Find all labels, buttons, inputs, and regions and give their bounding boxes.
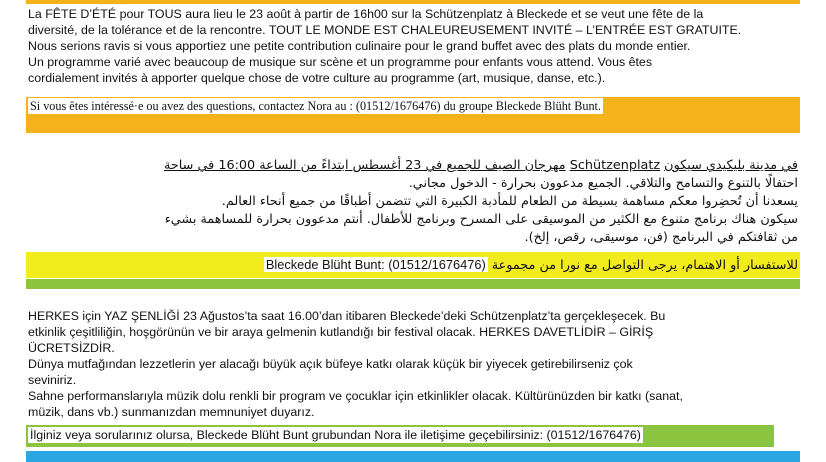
turkish-line: etkinlik çeşitliliğin, hoşgörünün ve bir araya gelmenin kutlandığı bir festival olacak. HERKES DAVETLİDİR – GİRİŞ [28,325,654,339]
arabic-line: احتفالًا بالتنوع والتسامح والتلاقي. الجميع مدعوون بحرارة - الدخول مجاني. [408,176,798,191]
arabic-contact-text [264,257,798,274]
french-line: cordialement invités à apporter quelque chose de votre culture au programme (art, musique, danse, etc.). [28,71,606,85]
arabic-line: من ثقافتكم في البرنامج (فن، موسيقى، رقص، إلخ). [524,230,798,245]
arabic-line-1 [28,157,798,175]
turkish-line: müzik, dans vb.) sunmanızdan memnuniyet duyarız. [28,405,315,419]
arabic-line: سيكون هناك برنامج متنوع مع الكثير من الموسيقى على المسرح وبرنامج للأطفال. أنتم مدعوون بحرارة للمساهمة بشيء [164,212,798,227]
arabic-line-1-place: Schützenplatz [569,158,661,173]
turkish-paragraph [28,308,800,420]
arabic-contact-group: Bleckede Blüht Bunt: (01512/1676476) [265,257,486,272]
french-line: Un programme varié avec beaucoup de musique sur scène et un programme pour enfants vous attend. Vous êtes [28,55,653,69]
green-mid-stripe [26,279,800,289]
french-contact-box [26,97,800,133]
arabic-contact-box [26,252,800,278]
turkish-line: HERKES için YAZ ŞENLİĞİ 23 Ağustos’ta saat 16.00’dan itibaren Bleckede’deki Schützenplatz’ta gerçekleşecek. Bu [28,309,666,323]
french-contact-text: Si vous êtes intéressé·e ou avez des questions, contactez Nora au : (01512/1676476) du groupe Bleckede Blüht Bunt. [30,99,601,113]
french-line: diversité, de la tolérance et de la rencontre. TOUT LE MONDE EST CHALEUREUSEMENT INVITÉ – L’ENTRÉE EST GRATUITE. [28,23,742,37]
turkish-contact-text: İlginiz veya sorularınız olursa, Bleckede Blüht Bunt grubundan Nora ile iletişime geçebilirsiniz: (01512/1676476) [30,428,641,442]
turkish-line: Sahne performanslarıyla müzik dolu renkli bir program ve çocuklar için etkinlikler olacak. Kültürünüzden bir katkı (sanat, [28,389,683,403]
turkish-line: seviniriz. [28,373,77,387]
arabic-line: يسعدنا أن تُحضِروا معكم مساهمة بسيطة من الطعام للمأدبة الكبيرة التي تتضمن أطباقًا من جميع أنحاء العالم. [221,194,798,209]
blue-bottom-stripe [26,451,800,462]
french-paragraph [28,6,800,86]
orange-top-stripe [26,0,800,4]
turkish-contact-box [26,425,774,447]
arabic-line-1-part-c: مهرجان الصيف للجميع في 23 أغسطس ابتداءً من الساعة 16:00 في ساحة [164,158,566,173]
turkish-line: Dünya mutfağından lezzetlerin yer alacağı büyük açık büfeye katkı olarak küçük bir yiyecek getirebilirseniz çok [28,357,633,371]
arabic-paragraph [28,157,798,247]
turkish-line: ÜCRETSİZDİR. [28,341,115,355]
french-line: Nous serions ravis si vous apportiez une petite contribution culinaire pour le grand buffet avec des plats du monde entier. [28,39,691,53]
arabic-contact-label: للاستفسار أو الاهتمام، يرجى التواصل مع نورا من مجموعة [491,258,798,273]
arabic-line-1-part-a: في مدينة بليكيدي سيكون [664,158,798,173]
french-line: La FÊTE D’ÉTÉ pour TOUS aura lieu le 23 août à partir de 16h00 sur la Schützenplatz à Bleckede et se veut une fête de la [28,7,704,21]
